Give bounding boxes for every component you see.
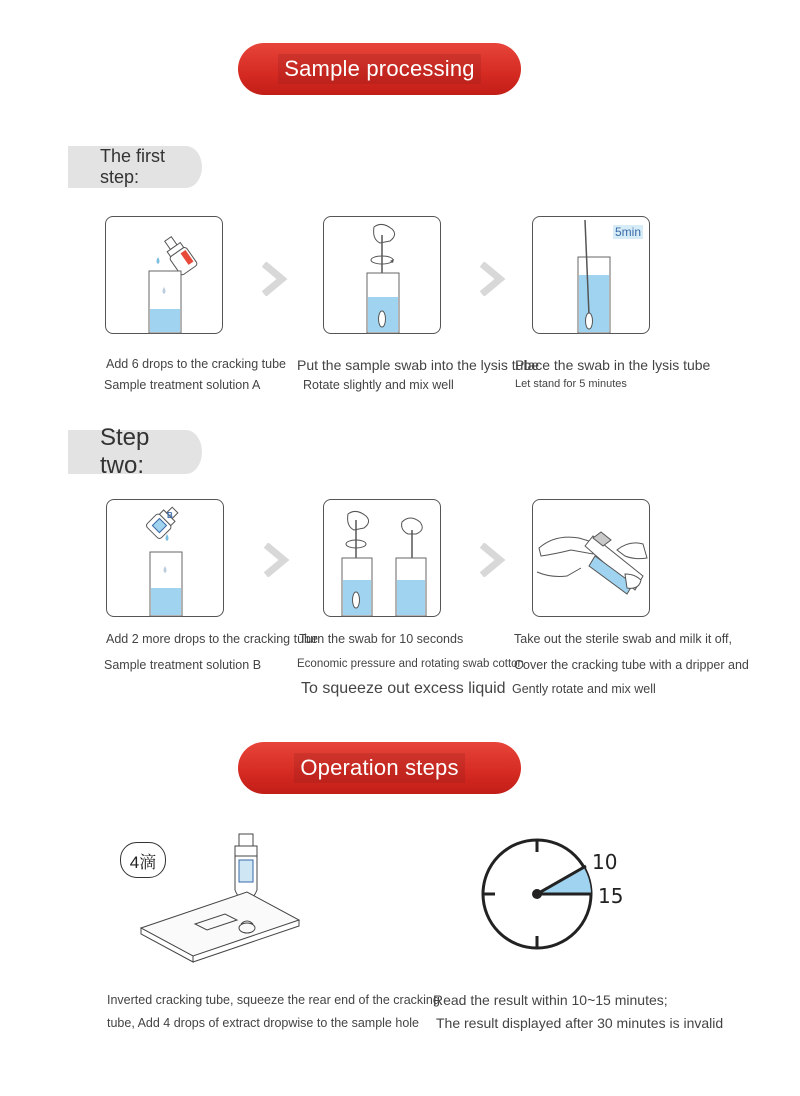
sample-processing-banner (238, 43, 521, 95)
step1-caption-3-line2: Let stand for 5 minutes (515, 378, 627, 390)
drops-count-label: 4滴 (129, 852, 157, 872)
timer-label: 5min (615, 225, 642, 239)
step2-caption-3-line1: Take out the sterile swab and milk it off, (514, 632, 732, 646)
step1-panel-add-drops (105, 216, 223, 334)
operation-left-line2: tube, Add 4 drops of extract dropwise to the sample hole (107, 1016, 419, 1030)
operation-left-line1: Inverted cracking tube, squeeze the rear end of the cracking (107, 993, 440, 1007)
step1-panel-insert-swab (323, 216, 441, 334)
step-two-tab (68, 424, 186, 479)
clock-label-15: 15 (598, 884, 624, 908)
step-one-title: The first step: (100, 146, 166, 187)
dropper-bottle-illustration (106, 217, 224, 335)
step2-caption-2-line1: Turn the swab for 10 seconds (299, 632, 464, 646)
step2-caption-1-line2: Sample treatment solution B (104, 658, 262, 672)
step2-caption-2-line3: To squeeze out excess liquid (301, 680, 506, 697)
step2-caption-3-line3: Gently rotate and mix well (512, 682, 656, 696)
arrow-right-icon (260, 262, 288, 296)
step2-panel-rotate-swab (323, 499, 441, 617)
step1-panel-stand (532, 216, 650, 334)
step2-caption-1-line1: Add 2 more drops to the cracking tube (106, 632, 318, 646)
swab-rotate-illustration (324, 217, 442, 335)
step2-panel-squeeze (532, 499, 650, 617)
clock-timer-illustration (478, 838, 598, 953)
operation-steps-title: Operation steps (294, 753, 464, 783)
step-one-tab (68, 146, 186, 188)
step2-caption-2-line2: Economic pressure and rotating swab cotton (297, 658, 524, 670)
step1-caption-1-line1: Add 6 drops to the cracking tube (106, 357, 286, 371)
operation-steps-banner (238, 742, 521, 794)
sample-processing-title: Sample processing (278, 54, 481, 84)
hands-squeeze-tube-illustration (533, 500, 651, 618)
step1-caption-2-line1: Put the sample swab into the lysis tube (297, 357, 540, 373)
arrow-right-icon (478, 262, 506, 296)
clock-label-10: 10 (592, 850, 618, 874)
step2-panel-add-drops (106, 499, 224, 617)
test-cassette-illustration (135, 828, 305, 968)
bottle-label: B (167, 511, 173, 520)
arrow-right-icon (262, 543, 290, 577)
bottle-label: A (183, 228, 194, 239)
step1-caption-2-line2: Rotate slightly and mix well (303, 378, 454, 392)
step1-caption-3-line1: Place the swab in the lysis tube (515, 357, 711, 373)
dropper-bottle-illustration (107, 500, 225, 618)
step1-caption-1-line2: Sample treatment solution A (104, 378, 261, 392)
operation-right-line1: Read the result within 10~15 minutes; (433, 992, 668, 1008)
two-tubes-swab-illustration (324, 500, 442, 618)
step-two-title: Step two: (100, 424, 150, 479)
step2-caption-3-line2: Cover the cracking tube with a dripper and (514, 658, 749, 672)
operation-right-line2: The result displayed after 30 minutes is invalid (436, 1015, 724, 1031)
arrow-right-icon (478, 543, 506, 577)
